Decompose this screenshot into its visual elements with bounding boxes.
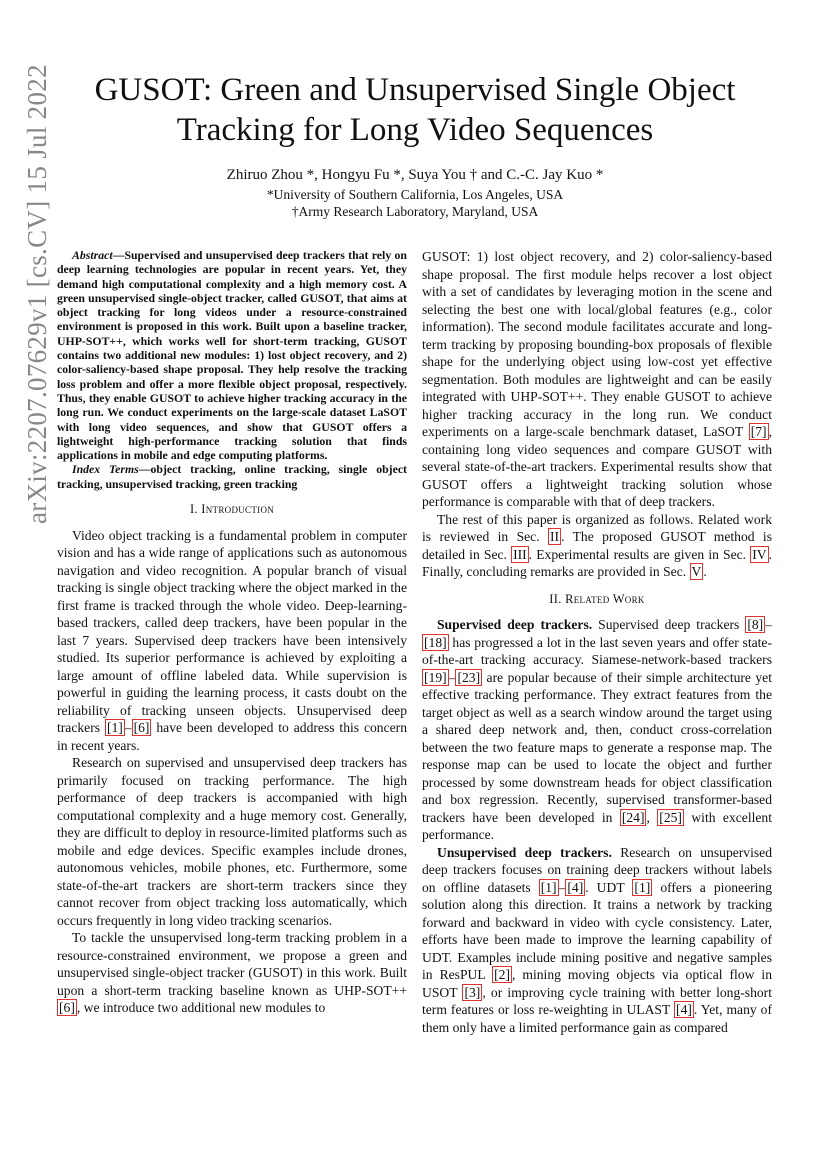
section-number: II. — [549, 591, 562, 606]
text-run: The rest of this paper is organized as follows. Related work is reviewed in Sec. — [422, 511, 772, 544]
text-run: – — [448, 669, 456, 685]
intro-paragraph-5 — [422, 511, 772, 581]
text-run: has progressed a lot in the last seven years and offer state-of-the-art tracking accuracy. Siamese-network-based trackers — [422, 634, 772, 667]
text-run: . Experimental results are given in Sec. — [528, 546, 751, 562]
citation-link[interactable]: [7] — [750, 424, 767, 439]
citation-link[interactable]: [1] — [540, 879, 557, 895]
citation-link[interactable]: [6] — [59, 1000, 75, 1016]
text-run: . Yet, many of them only have a limited performance gain as compared — [422, 1002, 773, 1035]
section-heading-related-work — [422, 591, 772, 609]
section-link[interactable]: IV — [752, 546, 767, 562]
citation-link[interactable]: [4] — [567, 879, 584, 895]
paragraph-heading: Unsupervised deep trackers. — [437, 844, 612, 860]
text-run: , we introduce two additional new modules to — [76, 1000, 326, 1016]
abstract-label: Abstract — [72, 248, 113, 262]
right-column — [422, 248, 772, 1036]
text-run: – — [124, 720, 132, 736]
related-paragraph-unsupervised — [422, 844, 772, 1037]
section-heading-introduction — [57, 501, 407, 519]
text-run: – — [765, 617, 772, 632]
section-link[interactable]: II — [550, 529, 560, 544]
left-column — [57, 248, 407, 1017]
section-title: Related Work — [565, 591, 645, 606]
intro-paragraph-3 — [57, 929, 407, 1017]
intro-paragraph-1 — [57, 527, 407, 755]
text-run: . UDT — [585, 879, 633, 895]
text-run: . Finally, concluding remarks are provided in Sec. — [422, 546, 772, 579]
index-terms-label: Index Terms — [72, 462, 139, 477]
text-run: are popular because of their simple architecture yet effective tracking performance. They extract features from the target object as well as a search window around the target using a shared deep network and, then, conduct cross-correlation between the two feature maps to generate a response map. The response map can be used to locate the object and further processed by some downstream heads for object classification and box regression. Recently, supervised transformer-based trackers have been developed in — [422, 669, 772, 825]
paragraph-heading: Supervised deep trackers. — [437, 617, 593, 632]
affiliation-1: *University of Southern California, Los Angeles, USA — [266, 187, 564, 202]
text-run: with excellent performance. — [422, 809, 772, 842]
text-run: GUSOT: 1) lost object recovery, and 2) color-saliency-based shape proposal. The first module helps recover a lost object with a set of candidates by leveraging motion in the scene and selecting the best one with local/global features (e.g., color information). The second module facilitates accurate and long-term tracking by proposing bounding-box proposals of flexible shape for the underlying object using low-cost yet effective segmentation. Both modules are lightweight and can be easily integrated with UHP-SOT++. They enable GUSOT to achieve higher tracking accuracy in the long run. We conduct experiments on a large-scale benchmark dataset, LaSOT — [422, 249, 772, 439]
citation-link[interactable]: [1] — [634, 879, 651, 895]
abstract — [57, 248, 407, 462]
section-link[interactable]: V — [691, 564, 702, 579]
arxiv-sidebar-stamp: arXiv:2207.07629v1 [cs.CV] 15 Jul 2022 — [22, 64, 52, 524]
text-run: , — [646, 809, 658, 825]
text-run: – — [558, 879, 566, 895]
title-line-1: GUSOT: Green and Unsupervised Single Object — [94, 72, 736, 108]
text-run: . The proposed GUSOT method is detailed in Sec. — [422, 529, 772, 562]
affiliation-2: †Army Research Laboratory, Maryland, USA — [291, 204, 539, 219]
text-run: Supervised deep trackers — [592, 617, 746, 632]
abstract-text: —Supervised and unsupervised deep trackers that rely on deep learning technologies are popular in recent years. Yet, they demand high computational complexity and a high memory cost. A green unsupervised single-object tracker, called GUSOT, that aims at object tracking for long videos under a resource-constrained environment is proposed in this work. Built upon a baseline tracker, UHP-SOT++, which works well for short-term tracking, GUSOT contains two additional new modules: 1) lost object recovery, and 2) color-saliency-based shape proposal. They help resolve the tracking loss problem and offer a more flexible object proposal, respectively. Thus, they enable GUSOT to achieve higher tracking accuracy in the long run. We conduct experiments on the large-scale dataset LaSOT with long video sequences, and show that GUSOT offers a lightweight high-performance tracking solution that finds applications in mobile and edge computing platforms. — [57, 248, 407, 463]
text-run: Research on unsupervised deep trackers focuses on training deep trackers without labels on offline datasets — [422, 844, 772, 895]
text-run: To tackle the unsupervised long-term tracking problem in a resource-constrained environment, we propose a green and unsupervised single-object tracker (GUSOT) in this work. Built upon a short-term tracking baseline known as UHP-SOT++ — [57, 930, 407, 998]
index-terms — [57, 462, 407, 491]
citation-link[interactable]: [2] — [494, 967, 510, 982]
text-run: Video object tracking is a fundamental problem in computer vision and has a wide range of applications such as autonomous navigation and video recognition. A popular branch of visual tracking is single object tracking where the object marked in the first frame is tracked through the whole video. Deep-learning-based trackers, called deep trackers, have been popular in the last 7 years. Supervised deep trackers have been intensively studied. Its superior performance is achieved by exploiting a large amount of offline labeled data. While supervision is powerful in guiding the learning process, it casts doubt on the reliability of tracking unseen objects. Unsupervised deep trackers — [57, 527, 407, 736]
citation-link[interactable]: [23] — [457, 669, 481, 685]
text-run: , mining moving objects via optical flow in USOT — [422, 967, 773, 1000]
citation-link[interactable]: [18] — [424, 634, 447, 650]
citation-link[interactable]: [8] — [747, 617, 764, 632]
text-run: have been developed to address this concern in recent years. — [57, 720, 407, 753]
citation-link[interactable]: [19] — [424, 669, 447, 685]
citation-link[interactable]: [24] — [621, 809, 645, 825]
citation-link[interactable]: [4] — [676, 1002, 692, 1017]
paper-title — [60, 70, 770, 150]
section-number: I. — [189, 502, 198, 517]
citation-link[interactable]: [25] — [659, 809, 682, 825]
text-run: , containing long video sequences and compare GUSOT with several state-of-the-art trackers. Experimental results show that GUSOT offers a lightweight tracking solution whose performance is comparable with that of deep trackers. — [422, 424, 772, 509]
citation-link[interactable]: [3] — [464, 984, 481, 1000]
title-line-2: Tracking for Long Video Sequences — [176, 112, 654, 148]
related-paragraph-supervised — [422, 616, 772, 844]
text-run: , or improving cycle training with better long-short term features or loss re-weighting in ULAST — [422, 984, 772, 1017]
index-terms-text: —object tracking, online tracking, single object tracking, unsupervised tracking, green tracking — [57, 462, 407, 491]
citation-link[interactable]: [1] — [106, 720, 123, 736]
text-run: . — [703, 564, 707, 579]
intro-paragraph-4 — [422, 248, 772, 511]
section-link[interactable]: III — [513, 546, 527, 562]
citation-link[interactable]: [6] — [133, 720, 150, 736]
intro-paragraph-2: Research on supervised and unsupervised deep trackers has primarily focused on tracking performance. The high performance of deep trackers is accompanied with high computational complexity and a huge memory cost. Generally, they are difficult to deploy in resource-limited platforms such as mobile and edge devices. Specific examples include drones, autonomous vehicles, mobile phones, etc. Furthermore, some state-of-the-art trackers are short-term trackers since they cannot recover from object tracking loss automatically, which occurs frequently in long video tracking scenarios. — [57, 755, 407, 928]
author-list: Zhiruo Zhou *, Hongyu Fu *, Suya You † and C.-C. Jay Kuo * — [226, 167, 604, 183]
section-title: Introduction — [201, 502, 275, 517]
text-run: offers a pioneering solution along this direction. It trains a network by tracking forward and backward in video with cycle consistency. Later, efforts have been made to improve the learning capability of UDT. Examples include mining positive and negative samples in ResPUL — [422, 879, 773, 982]
